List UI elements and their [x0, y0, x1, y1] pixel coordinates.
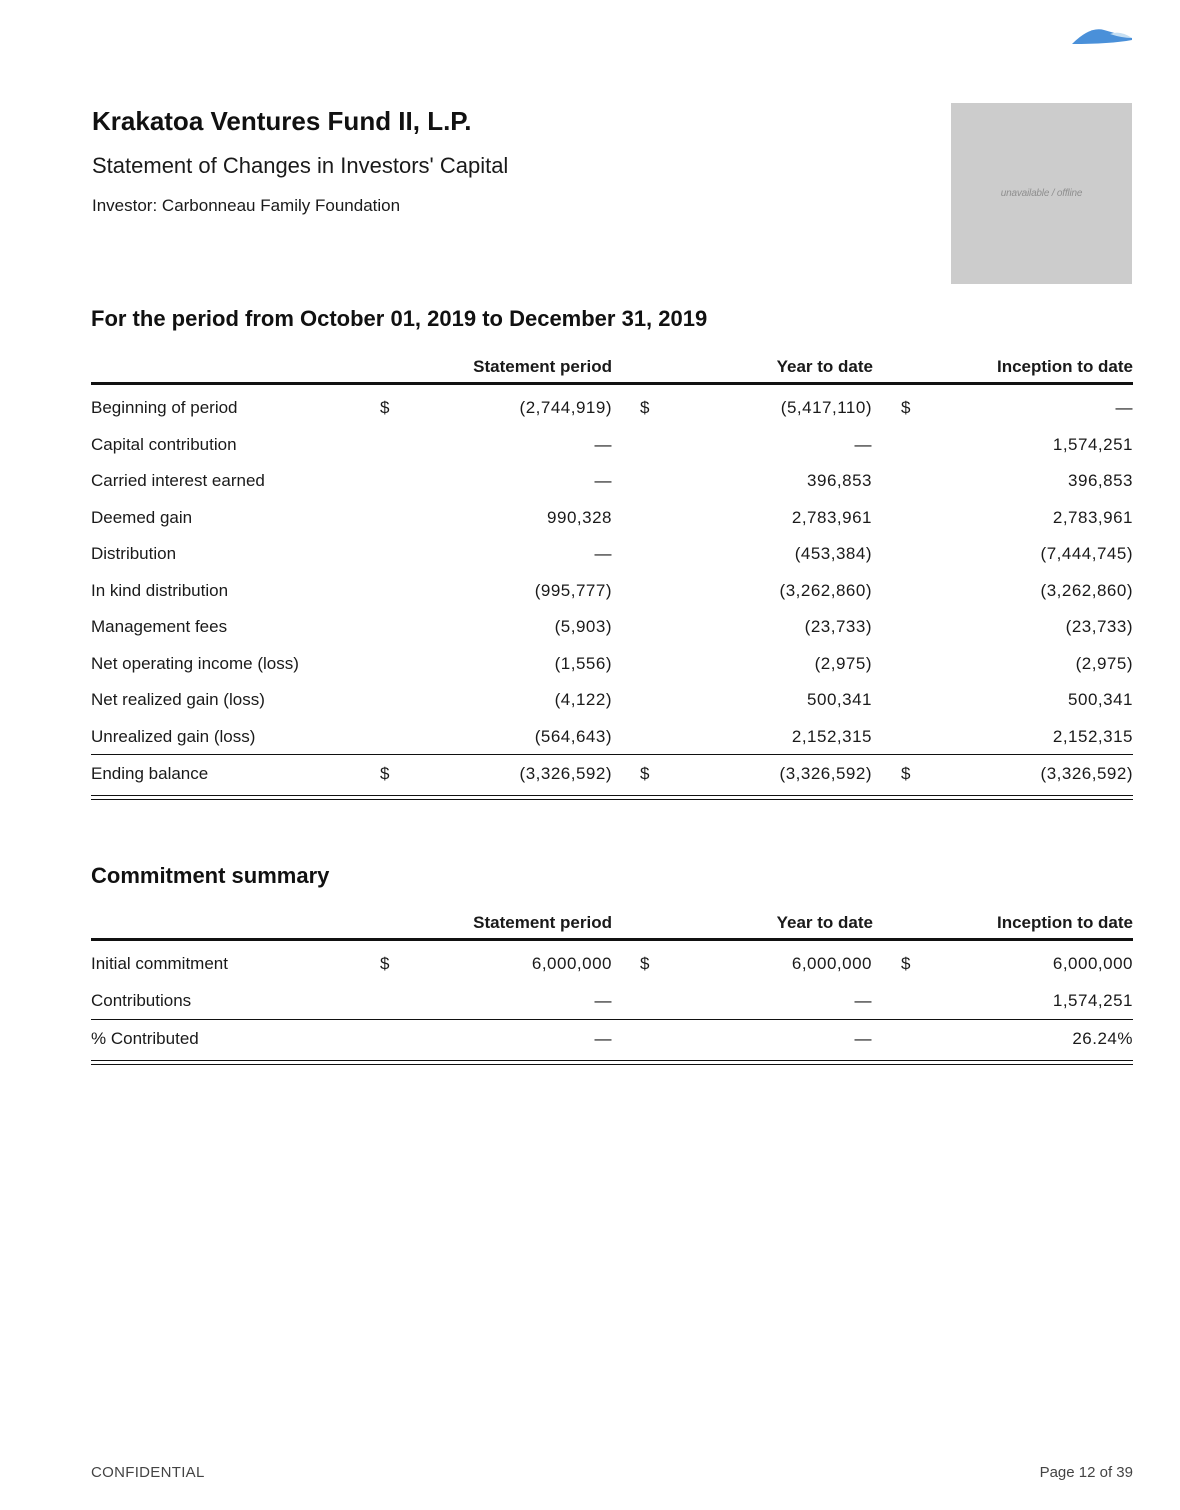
cell-value: —: [594, 471, 612, 490]
col-year-to-date: Year to date: [776, 913, 873, 932]
row-label: Carried interest earned: [91, 471, 265, 490]
table-row: [91, 991, 1133, 1027]
cell-value: 2,783,961: [791, 507, 872, 527]
cell-value: 6,000,000: [1052, 954, 1133, 973]
cell-value: (3,262,860): [1040, 580, 1133, 600]
cell-value: —: [854, 434, 872, 454]
table-row: [91, 435, 1133, 471]
header-rule: [91, 938, 1133, 941]
table-row: [91, 954, 1133, 990]
col-statement-period: Statement period: [473, 913, 612, 932]
cell-value: —: [854, 1029, 872, 1048]
cell-value: (995,777): [534, 580, 612, 600]
cell-value: 2,152,315: [1052, 726, 1133, 746]
currency-symbol: $: [901, 398, 911, 417]
cell-value: 500,341: [1068, 690, 1133, 709]
row-label: Deemed gain: [91, 507, 193, 527]
col-statement-period: Statement period: [473, 357, 612, 376]
cell-value: 1,574,251: [1052, 991, 1133, 1010]
investor-name: Investor: Carbonneau Family Foundation: [92, 196, 401, 215]
cell-value: —: [594, 544, 612, 563]
cell-value: (5,417,110): [780, 398, 872, 417]
cell-value: —: [1115, 398, 1133, 417]
cell-value: (564,643): [534, 726, 612, 746]
page-number: Page 12 of 39: [1039, 1464, 1133, 1481]
cell-value: 2,152,315: [791, 726, 872, 746]
table-row: [91, 508, 1133, 544]
cell-value: —: [854, 991, 872, 1010]
cell-value: 500,341: [807, 690, 872, 709]
col-inception-to-date: Inception to date: [997, 913, 1133, 932]
cell-value: (3,262,860): [779, 580, 872, 600]
cell-value: (3,326,592): [1040, 764, 1133, 783]
col-year-to-date: Year to date: [776, 357, 873, 376]
currency-symbol: $: [640, 764, 650, 783]
subtotal-rule: [91, 1019, 1133, 1020]
cell-value: 6,000,000: [531, 954, 612, 973]
currency-symbol: $: [901, 954, 911, 973]
row-label: Net realized gain (loss): [91, 690, 265, 709]
total-double-rule: [91, 795, 1133, 800]
currency-symbol: $: [380, 954, 390, 973]
fund-logo-icon: [1070, 24, 1134, 48]
cell-value: (7,444,745): [1040, 544, 1133, 563]
period-heading: For the period from October 01, 2019 to December 31, 2019: [91, 306, 708, 331]
table-row: [91, 690, 1133, 726]
cell-value: 396,853: [1068, 471, 1133, 490]
cell-value: (453,384): [794, 544, 872, 563]
cell-value: (2,975): [814, 653, 872, 673]
cell-value: (5,903): [554, 617, 612, 636]
cell-value: (23,733): [804, 617, 872, 636]
table-row: [91, 471, 1133, 507]
row-label: % Contributed: [91, 1029, 199, 1048]
row-label: Contributions: [91, 991, 192, 1010]
total-double-rule: [91, 1060, 1133, 1065]
row-label: Unrealized gain (loss): [91, 726, 256, 746]
header-rule: [91, 382, 1133, 385]
row-label: Beginning of period: [91, 398, 238, 417]
cell-value: (4,122): [554, 690, 612, 709]
cell-value: 990,328: [547, 507, 612, 527]
cell-value: 396,853: [807, 471, 872, 490]
col-inception-to-date: Inception to date: [997, 357, 1133, 376]
row-label: Management fees: [91, 617, 228, 636]
table-row: [91, 581, 1133, 617]
subtotal-rule: [91, 754, 1133, 755]
commitment-heading: Commitment summary: [91, 863, 330, 888]
table-row: [91, 727, 1133, 763]
cell-value: (1,556): [554, 653, 612, 673]
currency-symbol: $: [901, 764, 911, 783]
cell-value: —: [594, 434, 612, 454]
investor-logo-placeholder: [951, 103, 1132, 284]
row-label: Ending balance: [91, 764, 209, 783]
confidential-label: CONFIDENTIAL: [91, 1464, 205, 1481]
currency-symbol: $: [640, 954, 650, 973]
row-label: In kind distribution: [91, 580, 229, 600]
cell-value: (2,975): [1075, 653, 1133, 673]
statement-title: Statement of Changes in Investors' Capital: [92, 153, 509, 178]
currency-symbol: $: [380, 764, 390, 783]
cell-value: (23,733): [1065, 617, 1133, 636]
cell-value: 6,000,000: [791, 954, 872, 973]
cell-value: 1,574,251: [1052, 434, 1133, 454]
logo-placeholder-text: unavailable / offline: [1000, 188, 1083, 199]
currency-symbol: $: [640, 398, 650, 417]
row-label: Capital contribution: [91, 434, 237, 454]
table-row: [91, 544, 1133, 580]
row-label: Initial commitment: [91, 954, 228, 973]
row-label: Net operating income (loss): [91, 653, 299, 673]
table-row: [91, 617, 1133, 653]
cell-value: (2,744,919): [519, 398, 612, 417]
cell-value: (3,326,592): [779, 764, 872, 783]
cell-value: 26.24%: [1072, 1029, 1133, 1048]
fund-name: Krakatoa Ventures Fund II, L.P.: [92, 106, 472, 136]
cell-value: 2,783,961: [1052, 507, 1133, 527]
table-row: [91, 654, 1133, 690]
cell-value: (3,326,592): [519, 764, 612, 783]
cell-value: —: [594, 1029, 612, 1048]
row-label: Distribution: [91, 544, 177, 563]
cell-value: —: [594, 991, 612, 1010]
table-row: [91, 398, 1133, 434]
currency-symbol: $: [380, 398, 390, 417]
